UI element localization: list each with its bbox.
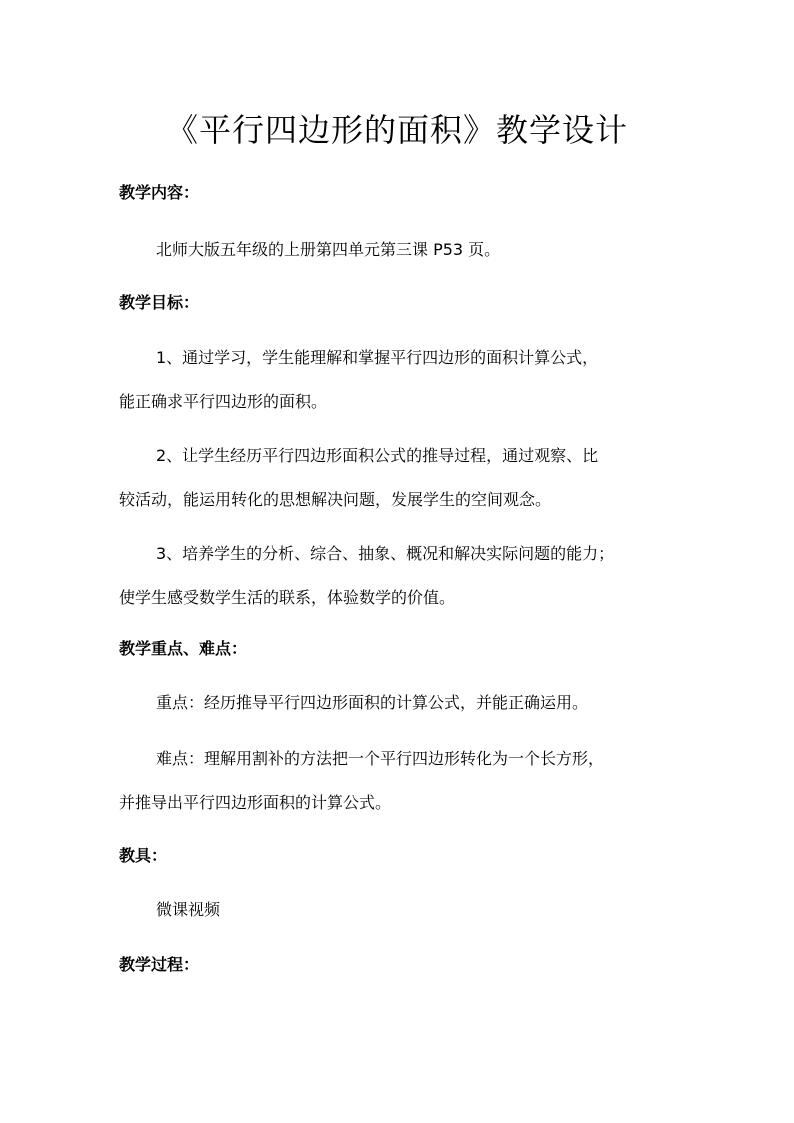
goal-2-paragraph [119,446,679,510]
content-text: 北师大版五年级的上册第四单元第三课 P53 页。 [156,240,501,259]
goal-1-paragraph [119,348,679,412]
goal-2-line-1: 2、让学生经历平行四边形面积公式的推导过程，通过观察、比 [156,446,599,465]
difficulty-line-2: 并推导出平行四边形面积的计算公式。 [119,793,392,812]
goal-1-line-1: 1、通过学习，学生能理解和掌握平行四边形的面积计算公式， [156,348,599,367]
content-heading: 教学内容： [119,183,200,202]
process-heading: 教学过程： [119,955,200,974]
key-point-text: 重点：经历推导平行四边形面积的计算公式，并能正确运用。 [156,693,589,712]
goals-heading: 教学目标： [119,293,200,312]
goal-3-line-2: 使学生感受数学生活的联系，体验数学的价值。 [119,588,456,607]
key-points-heading: 教学重点、难点： [119,639,248,658]
difficulty-paragraph [119,749,679,813]
difficulty-line-1: 难点：理解用割补的方法把一个平行四边形转化为一个长方形， [156,749,605,768]
goal-2-line-2: 较活动，能运用转化的思想解决问题，发展学生的空间观念。 [119,490,552,509]
goal-3-paragraph [119,544,679,608]
goal-3-line-1: 3、培养学生的分析、综合、抽象、概况和解决实际问题的能力； [156,544,615,563]
tools-text: 微课视频 [156,900,221,919]
document-title: 《平行四边形的面积》教学设计 [165,111,628,149]
tools-heading: 教具： [119,846,168,865]
goal-1-line-2: 能正确求平行四边形的面积。 [119,392,328,411]
